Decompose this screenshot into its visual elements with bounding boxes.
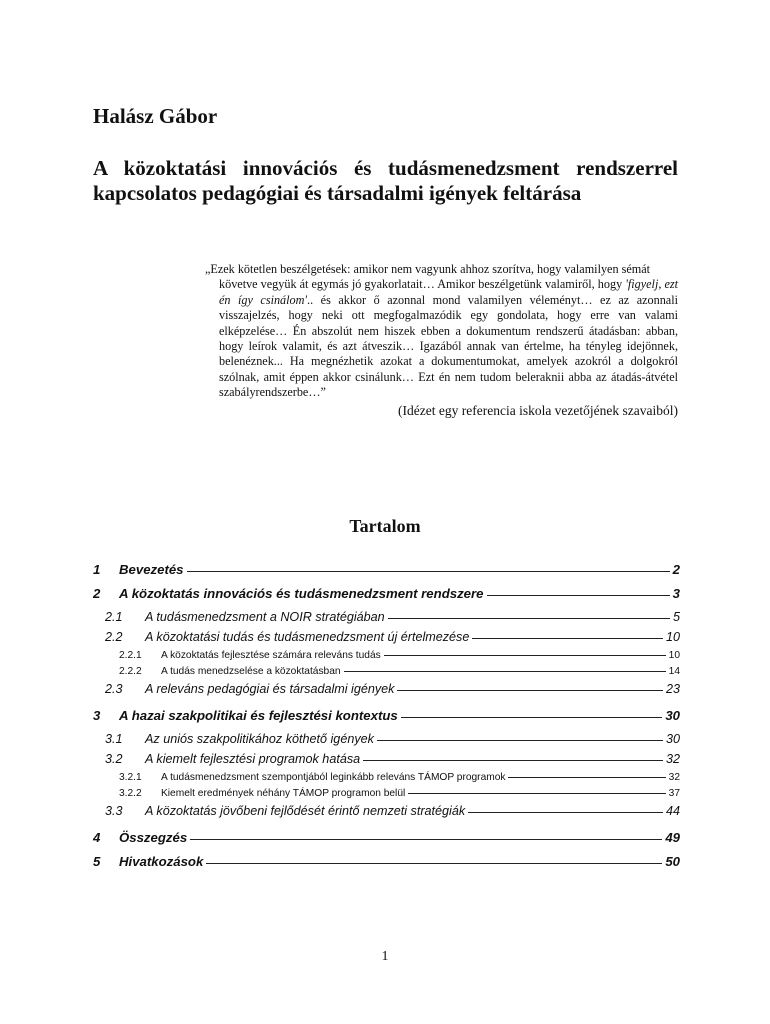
toc-heading: Tartalom bbox=[349, 516, 421, 536]
toc-entry-unios-szakpolitika[interactable] bbox=[93, 732, 680, 752]
quote-text-after-italic: .. és akkor ő azonnal mond valamilyen véleményt… ez az azonnali visszajelzés, hogy neki ott megfogalmazódik egy gondolata, hogy erre van valami elképzelése… Én abszolút nem hiszek ebben a dokumentum rendszerű átadásban: abban, hogy leírok valamit, és azt átveszik… Igazából annak van értelme, ha tényleg idejönnek, belenéznek... Ha megnézhetik azokat a dokumentumokat, amelyek azokról a dolgokról szólnak, amit éppen akkor csinálunk… Ezt én nem tudom beleraknii abba az átadás-átvétel szabályrendszerbe…” bbox=[219, 292, 678, 400]
toc-entry-page: 32 bbox=[668, 772, 680, 783]
quote-first-line: „Ezek kötetlen beszélgetések: amikor nem vagyunk ahhoz szorítva, hogy valamilyen sémát bbox=[205, 262, 651, 276]
toc-entry-label: Kiemelt eredmények néhány TÁMOP programon belül bbox=[161, 788, 406, 799]
toc-entry-page: 50 bbox=[665, 854, 680, 869]
toc-entry-uj-ertelmezes[interactable] bbox=[93, 630, 680, 650]
toc-entry-number: 3.3 bbox=[105, 804, 123, 818]
toc-leader-line bbox=[408, 793, 665, 794]
toc-leader-line bbox=[187, 571, 670, 572]
toc-entry-number: 3.2 bbox=[105, 752, 123, 766]
toc-entry-kiemelt-eredmenyek[interactable] bbox=[93, 788, 680, 804]
toc-entry-label: Hivatkozások bbox=[119, 854, 204, 869]
toc-entry-number: 3.2.1 bbox=[119, 772, 142, 783]
toc-entry-number: 5 bbox=[93, 854, 101, 869]
toc-entry-page: 23 bbox=[665, 682, 680, 696]
toc-entry-number: 3 bbox=[93, 708, 101, 723]
toc-entry-label: Az uniós szakpolitikához köthető igények bbox=[145, 732, 374, 746]
toc-entry-relevans-tudas[interactable] bbox=[93, 650, 680, 666]
quote-italic-phrase: 'figyelj, ezt én így csinálom' bbox=[219, 277, 679, 307]
toc-leader-line bbox=[384, 655, 666, 656]
toc-leader-line bbox=[206, 863, 662, 864]
author-name: Halász Gábor bbox=[93, 104, 218, 128]
toc-entry-label: Bevezetés bbox=[119, 562, 184, 577]
toc-leader-line bbox=[397, 690, 663, 691]
toc-leader-line bbox=[508, 777, 665, 778]
toc-entry-label: A tudásmenedzsment szempontjából leginkább releváns TÁMOP programok bbox=[161, 772, 506, 783]
toc-entry-kiemelt-programok[interactable] bbox=[93, 752, 680, 772]
toc-entry-hivatkozasok[interactable] bbox=[93, 854, 680, 878]
toc-entry-label: A tudásmenedzsment a NOIR stratégiában bbox=[145, 610, 385, 624]
toc-entry-osszegzes[interactable] bbox=[93, 830, 680, 854]
toc-entry-number: 2.2.1 bbox=[119, 650, 142, 661]
toc-entry-tudas-menedzselese[interactable] bbox=[93, 666, 680, 682]
toc-entry-tamop-programok[interactable] bbox=[93, 772, 680, 788]
toc-entry-page: 2 bbox=[672, 562, 680, 577]
toc-entry-page: 30 bbox=[665, 708, 680, 723]
toc-entry-number: 3.2.2 bbox=[119, 788, 142, 799]
toc-leader-line bbox=[344, 671, 666, 672]
toc-entry-label: A releváns pedagógiai és társadalmi igények bbox=[145, 682, 395, 696]
toc-entry-label: A hazai szakpolitikai és fejlesztési kontextus bbox=[119, 708, 398, 723]
quote-text-before-italic: követve vegyük át egymás jó gyakorlatait… Amikor beszélgetünk valamiről, hogy bbox=[219, 277, 626, 292]
table-of-contents bbox=[93, 562, 680, 878]
toc-leader-line bbox=[363, 760, 663, 761]
toc-leader-line bbox=[190, 839, 662, 840]
toc-entry-page: 10 bbox=[668, 650, 680, 661]
toc-entry-page: 10 bbox=[665, 630, 680, 644]
toc-entry-label: A közoktatási tudás és tudásmenedzsment új értelmezése bbox=[145, 630, 470, 644]
toc-entry-bevezetes[interactable] bbox=[93, 562, 680, 586]
toc-entry-label: A közoktatás fejlesztése számára releváns tudás bbox=[161, 650, 381, 661]
toc-entry-number: 4 bbox=[93, 830, 101, 845]
quote-attribution: (Idézet egy referencia iskola vezetőjének szavaiból) bbox=[398, 403, 678, 418]
toc-leader-line bbox=[401, 717, 663, 718]
toc-entry-number: 2.2.2 bbox=[119, 666, 142, 677]
toc-entry-label: Összegzés bbox=[119, 830, 188, 845]
toc-entry-page: 37 bbox=[668, 788, 680, 799]
toc-entry-label: A kiemelt fejlesztési programok hatása bbox=[145, 752, 361, 766]
toc-entry-nemzeti-strategiak[interactable] bbox=[93, 804, 680, 824]
toc-entry-page: 3 bbox=[672, 586, 680, 601]
toc-entry-page: 30 bbox=[665, 732, 680, 746]
toc-entry-number: 2.1 bbox=[105, 610, 123, 624]
toc-entry-relevans-igenyek[interactable] bbox=[93, 682, 680, 702]
toc-leader-line bbox=[388, 618, 670, 619]
toc-entry-label: A tudás menedzselése a közoktatásban bbox=[161, 666, 341, 677]
toc-entry-page: 14 bbox=[668, 666, 680, 677]
toc-entry-page: 5 bbox=[672, 610, 680, 624]
toc-entry-number: 2 bbox=[93, 586, 101, 601]
quote-body bbox=[205, 277, 678, 400]
epigraph-quote bbox=[205, 262, 678, 401]
page-number: 1 bbox=[381, 949, 389, 964]
toc-entry-page: 44 bbox=[665, 804, 680, 818]
toc-leader-line bbox=[487, 595, 670, 596]
toc-entry-kozoktatas-innovacios[interactable] bbox=[93, 586, 680, 610]
document-title: A közoktatási innovációs és tudásmenedzsment rendszerrel kapcsolatos pedagógiai és társadalmi igények feltárása bbox=[93, 156, 678, 205]
toc-entry-number: 1 bbox=[93, 562, 101, 577]
toc-entry-hazai-kontextus[interactable] bbox=[93, 708, 680, 732]
toc-leader-line bbox=[377, 740, 663, 741]
toc-entry-number: 2.3 bbox=[105, 682, 123, 696]
toc-leader-line bbox=[468, 812, 663, 813]
toc-entry-noir-strategia[interactable] bbox=[93, 610, 680, 630]
toc-entry-page: 32 bbox=[665, 752, 680, 766]
toc-leader-line bbox=[472, 638, 663, 639]
toc-entry-number: 3.1 bbox=[105, 732, 123, 746]
toc-entry-page: 49 bbox=[665, 830, 680, 845]
toc-entry-label: A közoktatás jövőbeni fejlődését érintő nemzeti stratégiák bbox=[145, 804, 466, 818]
toc-entry-number: 2.2 bbox=[105, 630, 123, 644]
toc-entry-label: A közoktatás innovációs és tudásmenedzsment rendszere bbox=[119, 586, 484, 601]
